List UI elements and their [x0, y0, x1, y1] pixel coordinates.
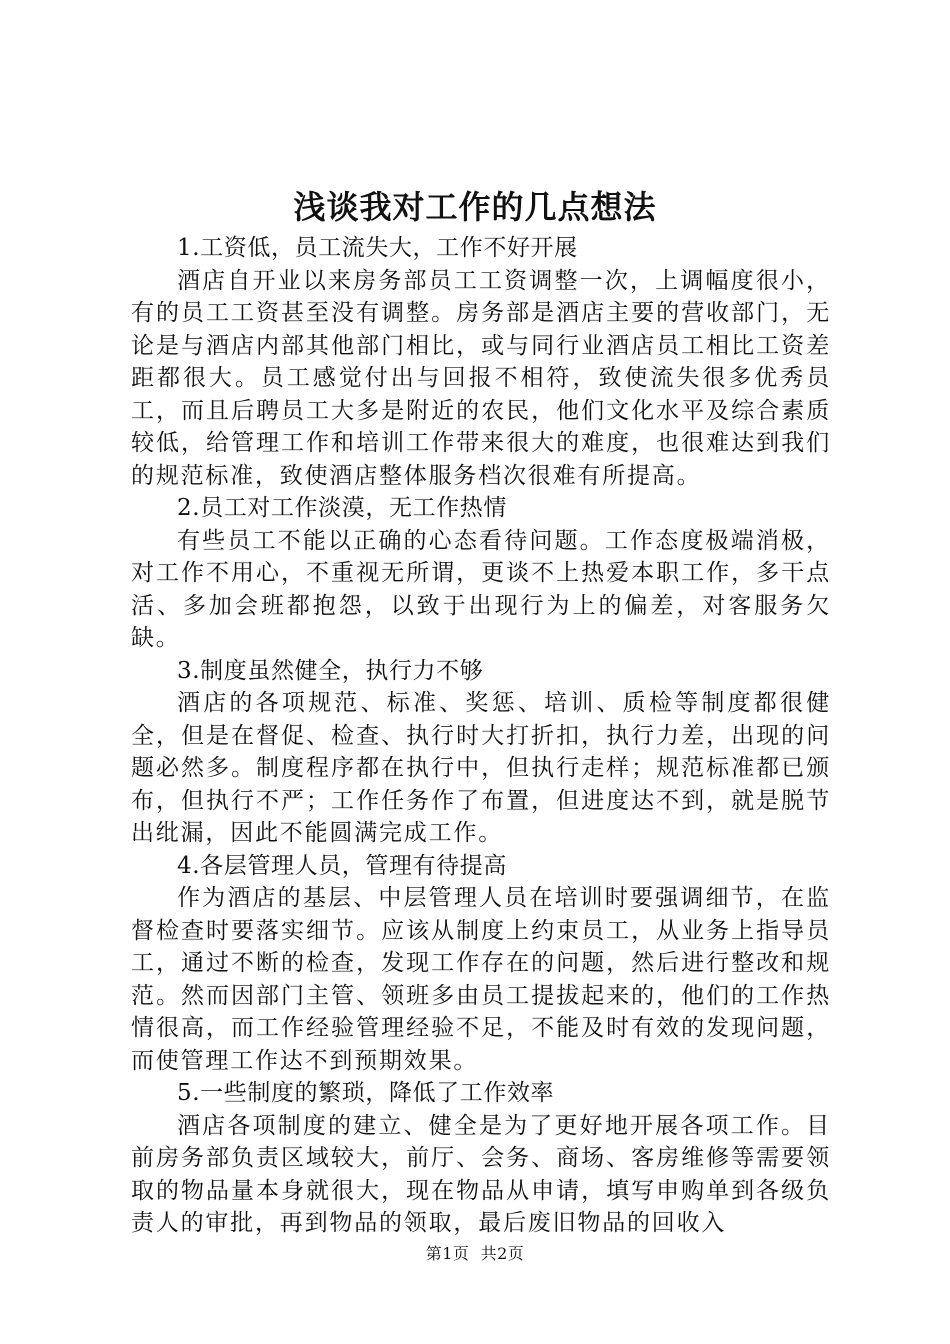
section-body-3: 酒店的各项规范、标准、奖惩、培训、质检等制度都很健全，但是在督促、检查、执行时大打折扣，执行力差，出现的问题必然多。制度程序都在执行中，但执行走样；规范标准都已颁布，但执行不严；工作任务作了布置，但进度达不到，就是脱节出纰漏，因此不能圆满完成工作。 — [131, 690, 831, 846]
document-title: 浅谈我对工作的几点想法 — [293, 188, 657, 226]
section-body-2: 有些员工不能以正确的心态看待问题。工作态度极端消极，对工作不用心，不重视无所谓，更谈不上热爱本职工作，多干点活、多加会班都抱怨，以致于出现行为上的偏差，对客服务欠缺。 — [131, 527, 831, 651]
page-footer — [0, 1243, 950, 1265]
section-body-1: 酒店自开业以来房务部员工工资调整一次，上调幅度很小，有的员工工资甚至没有调整。房务部是酒店主要的营收部门，无论是与酒店内部其他部门相比，或与同行业酒店员工相比工资差距都很大。员工感觉付出与回报不相符，致使流失很多优秀员工，而且后聘员工大多是附近的农民，他们文化水平及综合素质较低，给管理工作和培训工作带来很大的难度，也很难达到我们的规范标准，致使酒店整体服务档次很难有所提高。 — [131, 267, 831, 489]
section-heading-1: 1.工资低，员工流失大，工作不好开展 — [177, 235, 578, 261]
page-number-label: 第1页 共2页 — [425, 1244, 525, 1263]
document-body — [131, 232, 831, 1240]
section-heading-5: 5.一些制度的繁琐，降低了工作效率 — [177, 1080, 555, 1106]
section-heading-3: 3.制度虽然健全，执行力不够 — [177, 657, 484, 684]
section-body-5: 酒店各项制度的建立、健全是为了更好地开展各项工作。目前房务部负责区域较大，前厅、会务、商场、客房维修等需要领取的物品量本身就很大，现在物品从申请，填写申购单到各级负责人的审批，再到物品的领取，最后废旧物品的回收入 — [131, 1112, 831, 1236]
section-heading-4: 4.各层管理人员，管理有待提高 — [177, 852, 507, 879]
section-body-4: 作为酒店的基层、中层管理人员在培训时要强调细节，在监督检查时要落实细节。应该从制度上约束员工，从业务上指导员工，通过不断的检查，发现工作存在的问题，然后进行整改和规范。然而因部门主管、领班多由员工提拔起来的，他们的工作热情很高，而工作经验管理经验不足，不能及时有效的发现问题，而使管理工作达不到预期效果。 — [131, 885, 831, 1074]
section-heading-2: 2.员工对工作淡漠，无工作热情 — [177, 495, 507, 521]
